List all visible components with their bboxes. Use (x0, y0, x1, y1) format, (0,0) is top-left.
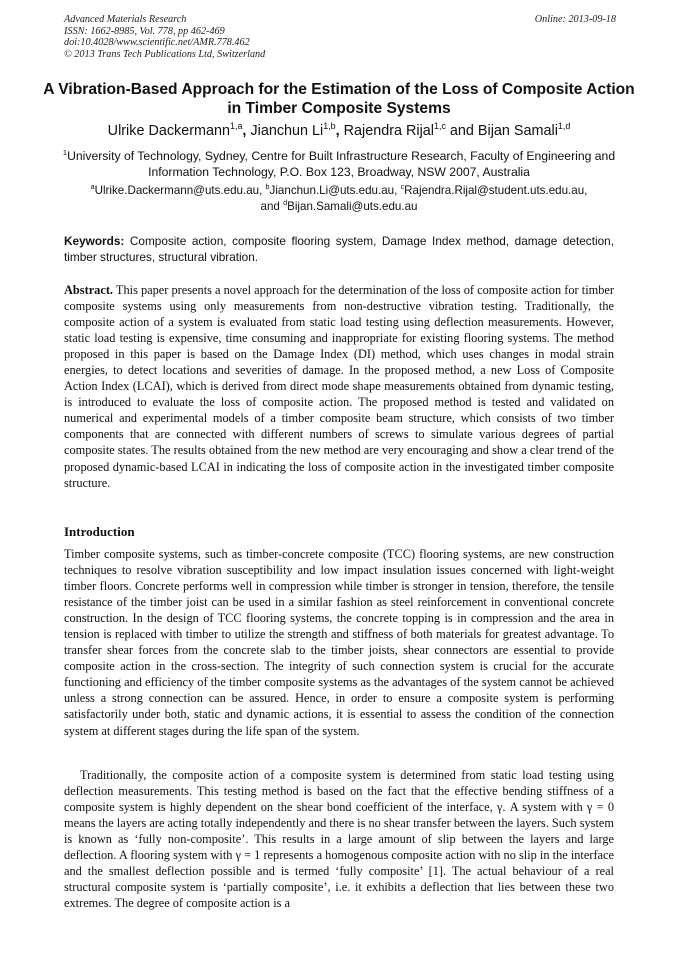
issn-line: ISSN: 1662-8985, Vol. 778, pp 462-469 (64, 25, 225, 37)
email-superscript: d (283, 197, 288, 207)
author-name: Bijan Samali (477, 123, 558, 139)
author-name: Jianchun Li (250, 123, 324, 139)
author-separator: , (242, 123, 251, 139)
author-superscript: 1,a (230, 121, 243, 132)
affiliation-text: University of Technology, Sydney, Centre for Built Infrastructure Research, Faculty of Engineering and Information Technology, P.O. Box 123, Broadway, NSW 2007, Australia (67, 149, 616, 179)
copyright-line: © 2013 Trans Tech Publications Ltd, Switzerland (64, 48, 266, 60)
doi-line: doi:10.4028/www.scientific.net/AMR.778.462 (64, 37, 250, 48)
email-list: $^a$Ulrike.Dackermann@uts.edu.au, $^b$Jianchun.Li@uts.edu.au, $^c$Rajendra.Rijal@student.uts.edu.au, and $^d$Bijan.Samali@uts.edu.au (90, 182, 588, 213)
email-address: Jianchun.Li@uts.edu.au (269, 184, 395, 197)
author-superscript: 1,b (323, 121, 336, 132)
email-superscript: c (400, 182, 405, 192)
journal-name: Advanced Materials Research (64, 14, 187, 25)
author-name: Ulrike Dackermann (107, 123, 231, 139)
email-superscript: a (90, 182, 95, 192)
author-superscript: 1,d (557, 121, 571, 132)
author-separator: and (445, 123, 478, 139)
keywords-text: Composite action, composite flooring system, Damage Index method, damage detection, timber structures, structural vibration. (64, 234, 614, 264)
email-address: Rajendra.Rijal@student.uts.edu.au (404, 184, 585, 197)
author-separator: , (335, 123, 344, 139)
online-date: Online: 2013-09-18 (534, 14, 616, 25)
body-paragraph: Timber composite systems, such as timber-concrete composite (TCC) flooring systems, are new construction techniques to resolve vibration susceptibility and low impact insulation issues concerned with light-weight timber floors. Concrete performs well in compression while timber is stronger in tension, therefore, the tensile resistance of the timber joist can be used in a similar fashion as steel reinforcement in conventional concrete construction. In the design of TCC flooring systems, the concrete topping is in compression and the area in tension is replaced with timber to utilize the strength and stiffness of both materials for greatest advantage. To transfer shear forces from the concrete slab to the timber joists, shear connectors are essential to provide composite action in the cross-section. The integrity of such connection system is crucial for the accurate functioning and efficiency of the timber composite systems as the advantages of the system cannot be achieved unless a strong connection can be assured. Hence, in order to ensure a composite system is performing satisfactorily under both, static and dynamic actions, it is essential to assess the condition of the connection system at different stages during the life span of the system. (64, 547, 614, 738)
email-superscript: b (265, 182, 270, 192)
body-paragraph: Traditionally, the composite action of a composite system is determined from static load testing using deflection measurements. This testing method is based on the fact that the effective bending stiffness of a composite system is highly dependent on the shear bond coefficient of the interface, γ. A system with γ = 0 means the layers are acting totally independently and there is no shear transfer between the layers. Such system is known as ‘fully non-composite’. This results in a large amount of slip between the layers and large deflection. A flooring system with γ = 1 represents a homogenous composite action with no slip in the interface and the smallest deflection possible and is termed ‘fully composite’ [1]. The actual behaviour of a real structural composite system is ‘partially composite’, i.e. it exhibits a deflection that lies between these two extremes. The degree of composite action is a (64, 768, 614, 911)
keywords-block (64, 234, 614, 265)
author-name: Rajendra Rijal (343, 123, 435, 139)
email-address: Bijan.Samali@uts.edu.au (287, 199, 418, 213)
section-heading-introduction: Introduction (64, 524, 135, 539)
abstract-label: Abstract. (64, 283, 114, 297)
paper-title: A Vibration-Based Approach for the Estimation of the Loss of Composite Action in Timber Composite Systems (43, 81, 635, 117)
affiliation-superscript: 1 (62, 147, 68, 157)
keywords-label: Keywords: (64, 234, 125, 248)
author-list (40, 122, 638, 140)
author-superscript: 1,c (434, 121, 446, 132)
journal-header (64, 14, 616, 60)
abstract-text: This paper presents a novel approach for the determination of the loss of composite action for timber composite systems using only measurements from non-destructive vibration testing. Traditionally, the composite action of a system is evaluated from static load testing using deflection measurements. However, static load testing is expensive, time consuming and inappropriate for existing flooring systems. The method proposed in this paper is based on the Damage Index (DI) method, which uses changes in modal strain energies, to detect locations and severities of damage. In the proposed method, a new Loss of Composite Action Index (LCAI), which is derived from direct mode shape measurements obtained from dynamic testing, is introduced to evaluate the loss of composite action. The proposed method is tested and validated on numerical and experimental models of a timber composite beam structure, which consists of two timber components that are connected with different numbers of screws to simulate various degrees of partial composite states. The results obtained from the new method are very encouraging and show a clear trend of the proposed dynamic-based LCAI in indicating the loss of composite action in the investigated timber composite structure. (64, 283, 614, 490)
email-address: Ulrike.Dackermann@uts.edu.au (94, 184, 260, 197)
affiliation (60, 149, 618, 180)
abstract-block (64, 282, 614, 491)
